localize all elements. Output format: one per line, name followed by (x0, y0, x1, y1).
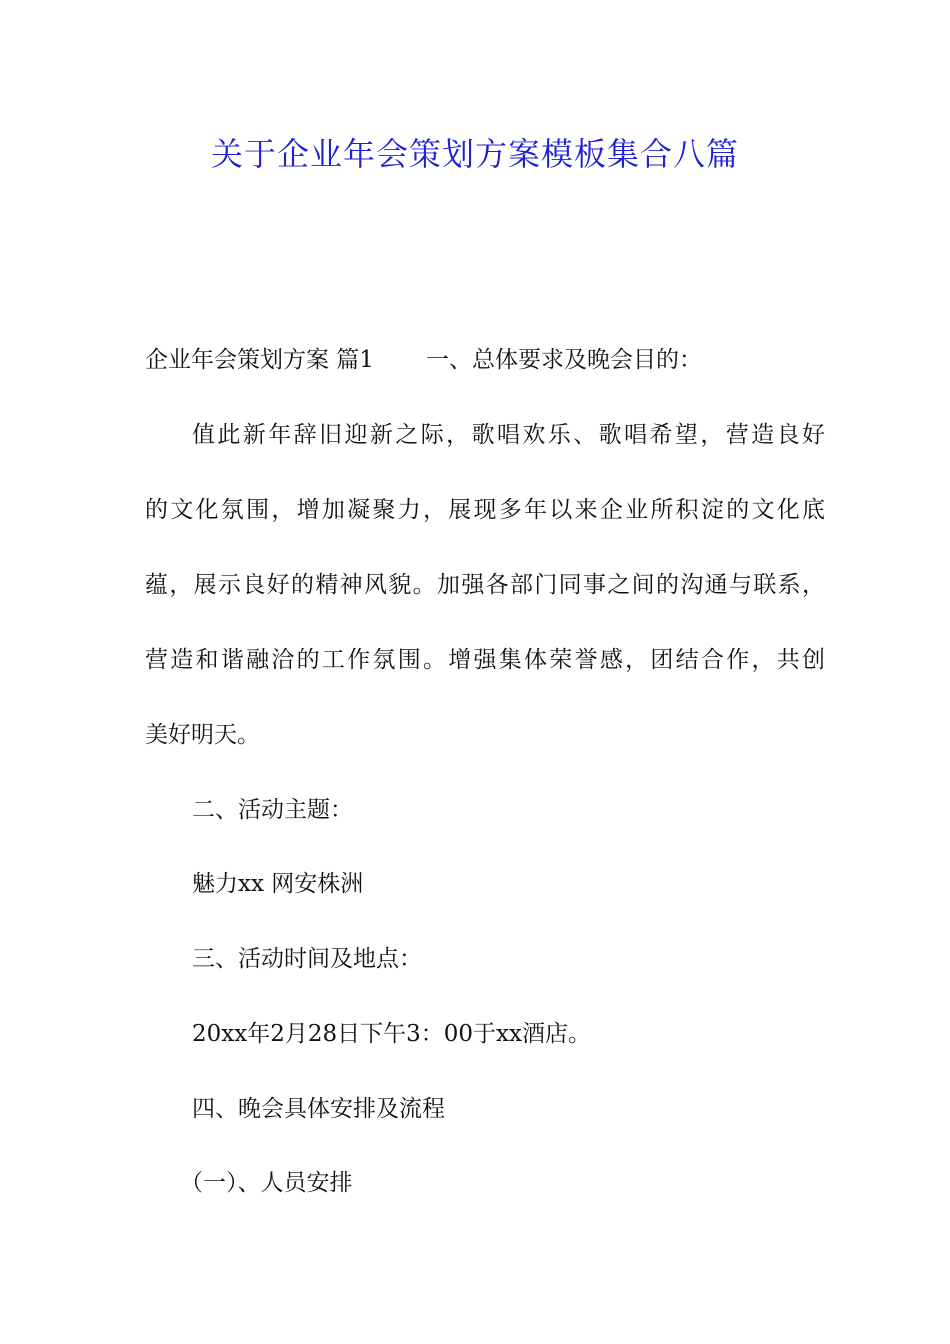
staff-heading: （一）、人员安排 (180, 1170, 353, 1196)
first-item-heading: 一、总体要求及晚会目的： (425, 347, 702, 373)
paragraph-line-1: 值此新年辞旧迎新之际，歌唱欢乐、歌唱希望，营造良好 (192, 422, 825, 448)
document-title: 关于企业年会策划方案模板集合八篇 (210, 135, 739, 173)
paragraph-line-3: 蕴，展示良好的精神风貌。加强各部门同事之间的沟通与联系， (145, 572, 825, 598)
theme-heading: 二、活动主题： (192, 797, 353, 823)
time-value: 20xx年2月28日下午3：00于xx酒店。 (192, 1021, 591, 1047)
section-heading-row (145, 344, 702, 376)
paragraph-line-2: 的文化氛围，增加凝聚力，展现多年以来企业所积淀的文化底 (145, 497, 825, 523)
time-heading: 三、活动时间及地点： (192, 946, 422, 972)
arrangement-heading: 四、晚会具体安排及流程 (192, 1096, 445, 1122)
paragraph-line-4: 营造和谐融洽的工作氛围。增强集体荣誉感，团结合作，共创 (145, 647, 825, 673)
theme-value: 魅力xx 网安株洲 (192, 871, 364, 897)
paragraph-line-5: 美好明天。 (145, 722, 260, 748)
section-heading: 企业年会策划方案 篇1 (145, 347, 374, 373)
